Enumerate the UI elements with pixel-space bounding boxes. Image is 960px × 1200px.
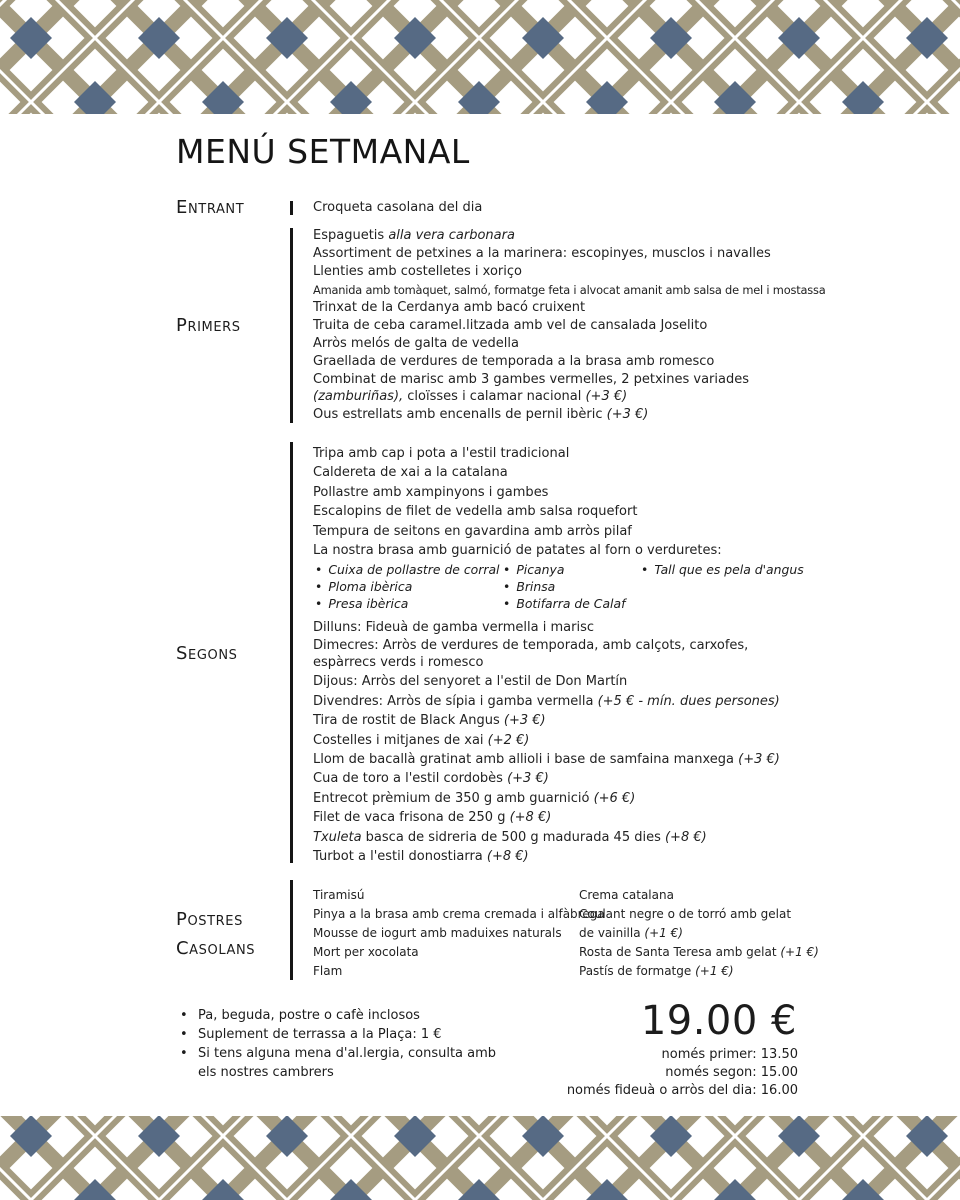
- menu-item: Filet de vaca frisona de 250 g (+8 €): [313, 810, 552, 826]
- note-item: • Pa, beguda, postre o cafè inclosos: [180, 1006, 510, 1025]
- postres-label-line1: Postres: [176, 909, 243, 930]
- note-item: • Suplement de terrassa a la Plaça: 1 €: [180, 1025, 510, 1044]
- menu-item: Dilluns: Fideuà de gamba vermella i marisc: [313, 620, 594, 635]
- menu-item: Pinya a la brasa amb crema cremada i alfàbrega: [313, 907, 605, 921]
- entrant-list: [313, 199, 482, 217]
- menu-item: Assortiment de petxines a la marinera: escopinyes, musclos i navalles: [313, 246, 771, 261]
- brasa-options: [315, 561, 804, 613]
- menu-item: Graellada de verdures de temporada a la brasa amb romesco: [313, 354, 715, 369]
- page-title: MENÚ SETMANAL: [176, 132, 470, 171]
- section-divider-entrant: [290, 201, 293, 215]
- menu-item: Txuleta basca de sidreria de 500 g madurada 45 dies (+8 €): [313, 829, 707, 845]
- section-divider-postres: [290, 880, 293, 980]
- menu-item: Flam: [313, 964, 343, 978]
- menu-item: Tiramisú: [313, 888, 365, 902]
- menu-item: La nostra brasa amb guarnició de patates al forn o verduretes:: [313, 543, 722, 559]
- menu-item: Cua de toro a l'estil cordobès (+3 €): [313, 771, 549, 787]
- menu-item: Costelles i mitjanes de xai (+2 €): [313, 732, 530, 748]
- menu-item: Tira de rostit de Black Angus (+3 €): [313, 713, 546, 729]
- section-label-segons: Segons: [176, 643, 238, 664]
- segons-list-a: [313, 444, 722, 560]
- brasa-option: • Brinsa: [503, 579, 556, 594]
- brasa-option: • Botifarra de Calaf: [503, 596, 626, 611]
- menu-price: 19.00 €: [640, 998, 797, 1044]
- section-label-entrant: Entrant: [176, 197, 245, 218]
- menu-item: Crema catalana: [579, 888, 674, 902]
- menu-item: Pollastre amb xampinyons i gambes: [313, 484, 549, 500]
- menu-item: Llenties amb costelletes i xoriço: [313, 264, 522, 279]
- postres-list-col2: [579, 886, 819, 981]
- brasa-option: • Presa ibèrica: [315, 596, 409, 611]
- section-divider-primers: [290, 228, 293, 423]
- postres-label-line2: Casolans: [176, 938, 256, 959]
- menu-item: Tripa amb cap i pota a l'estil tradicional: [313, 446, 570, 461]
- menu-item: Amanida amb tomàquet, salmó, formatge feta i alvocat amanit amb salsa de mel i mostassa: [313, 283, 826, 297]
- section-divider-segons: [290, 442, 293, 863]
- menu-item: Coulant negre o de torró amb gelat: [579, 907, 792, 921]
- menu-item: Truita de ceba caramel.litzada amb vel de cansalada Joselito: [313, 318, 708, 333]
- brasa-option: • Tall que es pela d'angus: [641, 562, 804, 577]
- brasa-option: • Cuixa de pollastre de corral: [315, 562, 500, 577]
- bottom-pattern-band: [0, 1116, 960, 1200]
- alt-price: només primer: 13.50: [661, 1047, 798, 1062]
- section-label-postres: [176, 905, 255, 963]
- menu-item: Rosta de Santa Teresa amb gelat (+1 €): [579, 945, 819, 959]
- menu-item: Mort per xocolata: [313, 945, 419, 959]
- argyle-pattern-top: [0, 0, 960, 114]
- menu-item: Dijous: Arròs del senyoret a l'estil de Don Martín: [313, 674, 628, 690]
- menu-notes: [180, 1006, 510, 1082]
- menu-item: Llom de bacallà gratinat amb allioli i base de samfaina manxega (+3 €): [313, 752, 780, 768]
- menu-item: Escalopins de filet de vedella amb salsa roquefort: [313, 504, 638, 520]
- alt-price: només fideuà o arròs del dia: 16.00: [566, 1083, 798, 1098]
- menu-item: Trinxat de la Cerdanya amb bacó cruixent: [313, 300, 586, 315]
- top-pattern-band: [0, 0, 960, 114]
- menu-item: Pastís de formatge (+1 €): [579, 964, 734, 978]
- menu-item: Combinat de marisc amb 3 gambes vermelles, 2 petxines variades (zamburiñas), cloïsses i calamar nacional (+3 €): [313, 372, 750, 404]
- menu-item: Entrecot prèmium de 350 g amb guarnició (+6 €): [313, 790, 636, 806]
- section-label-primers: Primers: [176, 315, 241, 336]
- menu-item: Ous estrellats amb encenalls de pernil ibèric (+3 €): [313, 407, 649, 422]
- note-item: • Si tens alguna mena d'al.lergia, consulta amb els nostres cambrers: [180, 1044, 510, 1082]
- menu-item: de vainilla (+1 €): [579, 926, 683, 940]
- menu-item: Tempura de seitons en gavardina amb arròs pilaf: [313, 523, 632, 539]
- menu-item: Turbot a l'estil donostiarra (+8 €): [313, 849, 529, 865]
- menu-item: Divendres: Arròs de sípia i gamba vermella (+5 € - mín. dues persones): [313, 693, 780, 709]
- argyle-pattern-bottom: [0, 1116, 960, 1200]
- menu-item: Caldereta de xai a la catalana: [313, 465, 508, 481]
- menu-item: Croqueta casolana del dia: [313, 200, 483, 215]
- menu-item: Mousse de iogurt amb maduixes naturals: [313, 926, 562, 940]
- brasa-option: • Picanya: [503, 562, 565, 577]
- segons-list-b: [313, 618, 780, 866]
- menu-item: Dimecres: Arròs de verdures de temporada, amb calçots, carxofes, espàrrecs verds i romesco: [313, 638, 749, 671]
- primers-list: [313, 227, 826, 424]
- alt-price: només segon: 15.00: [665, 1065, 798, 1080]
- postres-list-col1: [313, 886, 605, 981]
- menu-item: Espaguetis alla vera carbonara: [313, 228, 515, 243]
- alternative-prices: [567, 1046, 798, 1100]
- brasa-option: • Ploma ibèrica: [315, 579, 413, 594]
- menu-item: Arròs melós de galta de vedella: [313, 336, 519, 351]
